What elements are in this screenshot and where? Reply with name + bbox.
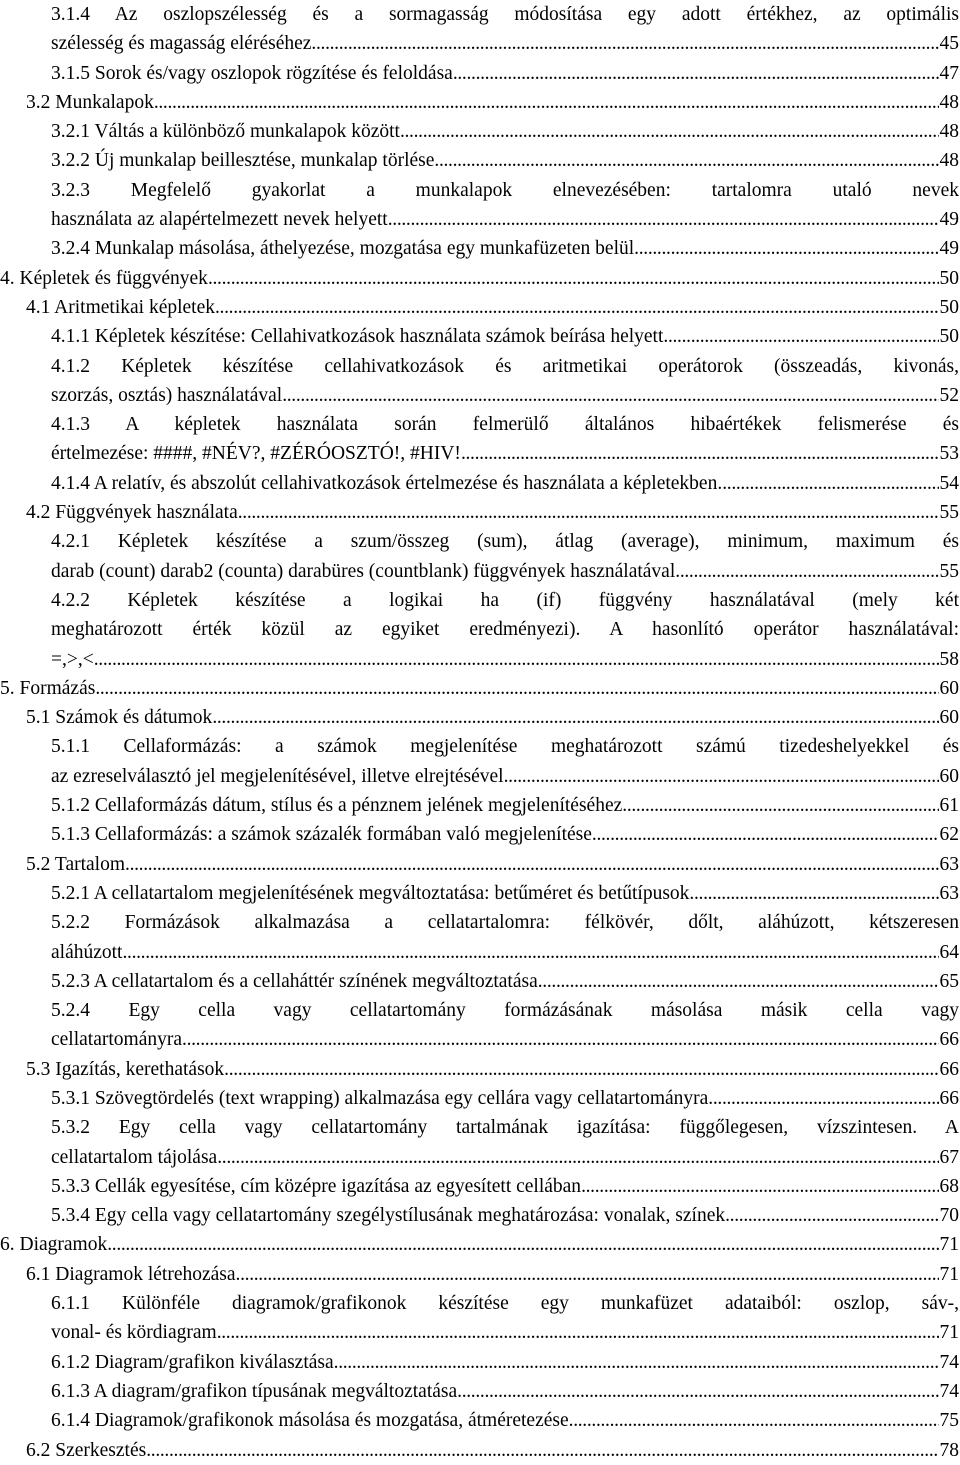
toc-entry-text: darab (count) darab2 (counta) darabüres (countblank) függvények használatával (51, 560, 676, 582)
page-number: 48 (939, 121, 959, 143)
toc-entry-text: 4.2 Függvények használata (26, 502, 238, 524)
toc-entry[interactable] (0, 1406, 960, 1435)
toc-entry-text: 3.1.4 Az oszlopszélesség és a sormagasság módosítása egy adott értékhez, az optimális (51, 4, 959, 25)
dot-leader (725, 1201, 938, 1230)
toc-entry-text: 5.2.2 Formázások alkalmazása a cellatartalomra: félkövér, dőlt, aláhúzott, kétszeresen (51, 912, 959, 934)
toc-entry[interactable] (0, 1230, 960, 1259)
toc-entry[interactable] (0, 1055, 960, 1084)
toc-entry-text: 6.1.1 Különféle diagramok/grafikonok készítése egy munkafüzet adataiból: oszlop, sáv-, (51, 1293, 959, 1315)
toc-entry[interactable] (0, 527, 960, 586)
toc-entry-text: 5.3 Igazítás, kerethatások (26, 1058, 225, 1080)
dot-leader (217, 1318, 939, 1347)
toc-entry[interactable] (0, 264, 960, 293)
toc-entry-text: 5.3.4 Egy cella vagy cellatartomány szegélystílusának meghatározása: vonalak, színek (51, 1205, 726, 1227)
toc-entry-text: az ezreselválasztó jel megjelenítésével, illetve elrejtésével (51, 765, 504, 787)
toc-entry-text: 4.2.2 Képletek készítése a logikai ha (if) függvény használatával (mely két (51, 589, 959, 611)
page-number: 50 (939, 296, 959, 318)
page-number: 64 (939, 941, 959, 963)
page-number: 60 (939, 765, 959, 787)
toc-entry[interactable] (0, 352, 960, 411)
page-number: 71 (939, 1263, 959, 1285)
page-number: 48 (939, 150, 959, 172)
toc-entry[interactable] (0, 1377, 960, 1406)
toc-entry[interactable] (0, 1289, 960, 1348)
toc-entry-text: szélesség és magasság eléréséhez (51, 33, 312, 55)
page-number: 49 (939, 209, 959, 231)
toc-entry-text: 5.2.4 Egy cella vagy cellatartomány formázásának másolása másik cella vagy (51, 1000, 959, 1022)
page-number: 74 (939, 1351, 959, 1373)
dot-leader (334, 1348, 939, 1377)
toc-entry-text: 5.2.3 A cellatartalom és a cellaháttér színének megváltoztatása (51, 970, 538, 992)
page-number: 60 (939, 707, 959, 729)
toc-entry-text: 6.1 Diagramok létrehozása (26, 1263, 236, 1285)
toc-entry[interactable] (0, 908, 960, 967)
page-number: 48 (939, 91, 959, 113)
toc-entry[interactable] (0, 996, 960, 1055)
toc-entry-text: 5.2.1 A cellatartalom megjelenítésének megváltoztatása: betűméret és betűtípusok (51, 882, 690, 904)
page-number: 52 (939, 384, 959, 406)
toc-entry-text: 5.3.1 Szövegtördelés (text wrapping) alkalmazása egy cellára vagy cellatartományra (51, 1087, 709, 1109)
toc-entry[interactable] (0, 146, 960, 175)
dot-leader (400, 117, 939, 146)
page-number: 68 (939, 1175, 959, 1197)
dot-leader (224, 1055, 938, 1084)
dot-leader (434, 146, 938, 175)
toc-entry-text: 4.1.1 Képletek készítése: Cellahivatkozások használata számok beírása helyett (51, 326, 664, 348)
toc-entry-text: 6. Diagramok (0, 1234, 108, 1256)
dot-leader (238, 498, 939, 527)
dot-leader (722, 469, 938, 498)
toc-entry[interactable] (0, 293, 960, 322)
page-number: 60 (939, 677, 959, 699)
page-number: 70 (939, 1205, 959, 1227)
toc-entry-text: 5.3.3 Cellák egyesítése, cím középre igazítása az egyesített cellában (51, 1175, 582, 1197)
toc-entry-text: 5.3.2 Egy cella vagy cellatartomány tartalmának igazítása: függőlegesen, vízszintesen. A (51, 1117, 959, 1139)
page-number: 66 (939, 1029, 959, 1051)
toc-entry-text: vonal- és kördiagram (51, 1322, 217, 1344)
toc-entry-text: 3.2.1 Váltás a különböző munkalapok között (51, 121, 400, 143)
dot-leader (461, 439, 939, 468)
toc-entry-text: 5.1.3 Cellaformázás: a számok százalék formában való megjelenítése (51, 824, 592, 846)
toc-entry-text: meghatározott érték közül az egyiket eredményezi). A hasonlító operátor használatával: (51, 619, 959, 641)
dot-leader (538, 967, 939, 996)
page-number: 71 (939, 1322, 959, 1344)
toc-entry-text: 4.1.4 A relatív, és abszolút cellahivatkozások értelmezése és használata a képletekben. (51, 472, 723, 494)
toc-entry-text: 5.1.2 Cellaformázás dátum, stílus és a pénznem jelének megjelenítéséhez (51, 795, 623, 817)
toc-entry[interactable] (0, 791, 960, 820)
dot-leader (217, 1143, 938, 1172)
toc-entry[interactable] (0, 234, 960, 263)
dot-leader (504, 762, 939, 791)
toc-entry[interactable] (0, 1084, 960, 1113)
toc-entry[interactable] (0, 59, 960, 88)
toc-entry-text: használata az alapértelmezett nevek helyett (51, 209, 388, 231)
page-number: 55 (939, 560, 959, 582)
page-number: 66 (939, 1058, 959, 1080)
page-number: 61 (939, 795, 959, 817)
toc-entry-text: cellatartalom tájolása (51, 1146, 218, 1168)
dot-leader (146, 1436, 938, 1465)
dot-leader (122, 938, 938, 967)
page-number: 71 (939, 1234, 959, 1256)
toc-entry[interactable] (0, 967, 960, 996)
page-number: 62 (939, 824, 959, 846)
toc-entry[interactable] (0, 586, 960, 674)
toc-entry[interactable] (0, 498, 960, 527)
toc-entry-text: értelmezése: ####, #NÉV?, #ZÉRÓOSZTÓ!, #HIV! (51, 443, 461, 465)
dot-leader (634, 234, 938, 263)
toc-entry-text: 3.2.2 Új munkalap beillesztése, munkalap törlése (51, 150, 435, 172)
toc-entry[interactable] (0, 0, 960, 59)
toc-entry-text: 4. Képletek és függvények (0, 267, 208, 289)
toc-entry-text: 3.2.4 Munkalap másolása, áthelyezése, mozgatása egy munkafüzeten belül (51, 238, 635, 260)
page-number: 63 (939, 853, 959, 875)
toc-entry-text: 6.1.3 A diagram/grafikon típusának megváltoztatása (51, 1380, 458, 1402)
toc-entry[interactable] (0, 1436, 960, 1465)
toc-entry[interactable] (0, 1260, 960, 1289)
page-number: 55 (939, 502, 959, 524)
dot-leader (592, 820, 939, 849)
toc-entry-text: 4.2.1 Képletek készítése a szum/összeg (sum), átlag (average), minimum, maximum és (51, 531, 959, 553)
toc-entry-text: 5.1.1 Cellaformázás: a számok megjelenítése meghatározott számú tizedeshelyekkel és (51, 736, 959, 758)
dot-leader (663, 322, 938, 351)
toc-entry[interactable] (0, 703, 960, 732)
dot-leader (282, 381, 938, 410)
toc-entry[interactable] (0, 322, 960, 351)
page-number: 58 (939, 648, 959, 670)
dot-leader (208, 264, 939, 293)
toc-entry[interactable] (0, 879, 960, 908)
toc-entry-text: 4.1.2 Képletek készítése cellahivatkozások és aritmetikai operátorok (összeadás, kivonás, (51, 355, 959, 377)
dot-leader (311, 29, 938, 58)
page-number: 75 (939, 1410, 959, 1432)
dot-leader (622, 791, 938, 820)
page-number: 63 (939, 882, 959, 904)
toc-entry[interactable] (0, 1201, 960, 1230)
dot-leader (212, 703, 938, 732)
toc-entry-text: 4.1 Aritmetikai képletek (26, 296, 215, 318)
dot-leader (154, 88, 939, 117)
toc-entry-text: 3.2.3 Megfelelő gyakorlat a munkalapok elnevezésében: tartalomra utaló nevek (51, 179, 959, 201)
toc-entry-text: 6.1.2 Diagram/grafikon kiválasztása (51, 1351, 334, 1373)
page-number: 74 (939, 1380, 959, 1402)
dot-leader (125, 850, 938, 879)
toc-entry[interactable] (0, 1172, 960, 1201)
toc-entry[interactable] (0, 850, 960, 879)
toc-entry[interactable] (0, 117, 960, 146)
toc-entry[interactable] (0, 1113, 960, 1172)
toc-entry-text: aláhúzott (51, 941, 123, 963)
toc-entry-text: 5.1 Számok és dátumok (26, 707, 213, 729)
page-number: 47 (939, 62, 959, 84)
toc-entry-text: 3.2 Munkalapok (26, 91, 154, 113)
toc-entry[interactable] (0, 410, 960, 469)
page-number: 65 (939, 970, 959, 992)
toc-entry[interactable] (0, 1348, 960, 1377)
dot-leader (708, 1084, 938, 1113)
dot-leader (453, 59, 939, 88)
dot-leader (215, 293, 939, 322)
toc-entry-text: 5. Formázás (0, 677, 96, 699)
page-number: 53 (939, 443, 959, 465)
toc-entry-text: 4.1.3 A képletek használata során felmerülő általános hibaértékek felismerése és (51, 414, 959, 436)
toc-entry-text: 6.2 Szerkesztés (26, 1439, 147, 1461)
dot-leader (569, 1406, 939, 1435)
dot-leader (95, 674, 938, 703)
page-number: 50 (939, 326, 959, 348)
page-number: 78 (939, 1439, 959, 1461)
dot-leader (236, 1260, 939, 1289)
toc-entry[interactable] (0, 820, 960, 849)
page-number: 67 (939, 1146, 959, 1168)
toc-entry-text: 5.2 Tartalom (26, 853, 126, 875)
toc-entry[interactable] (0, 469, 960, 498)
dot-leader (457, 1377, 938, 1406)
page-number: 50 (939, 267, 959, 289)
toc-entry-text: 3.1.5 Sorok és/vagy oszlopok rögzítése és feloldása (51, 62, 453, 84)
page-number: 54 (939, 472, 959, 494)
dot-leader (388, 205, 939, 234)
dot-leader (94, 645, 939, 674)
dot-leader (107, 1230, 938, 1259)
toc-entry[interactable] (0, 732, 960, 791)
toc-entry-text: szorzás, osztás) használatával (51, 384, 283, 406)
dot-leader (689, 879, 938, 908)
toc-entry-text: 6.1.4 Diagramok/grafikonok másolása és mozgatása, átméretezése (51, 1410, 569, 1432)
toc-entry[interactable] (0, 88, 960, 117)
toc-entry-text: cellatartományra (51, 1029, 183, 1051)
toc-entry[interactable] (0, 176, 960, 235)
page-number: 45 (939, 33, 959, 55)
dot-leader (675, 557, 938, 586)
dot-leader (581, 1172, 938, 1201)
page-number: 49 (939, 238, 959, 260)
toc-entry[interactable] (0, 674, 960, 703)
dot-leader (182, 1025, 938, 1054)
page-number: 66 (939, 1087, 959, 1109)
toc-entry-text: =,>,< (51, 648, 94, 670)
